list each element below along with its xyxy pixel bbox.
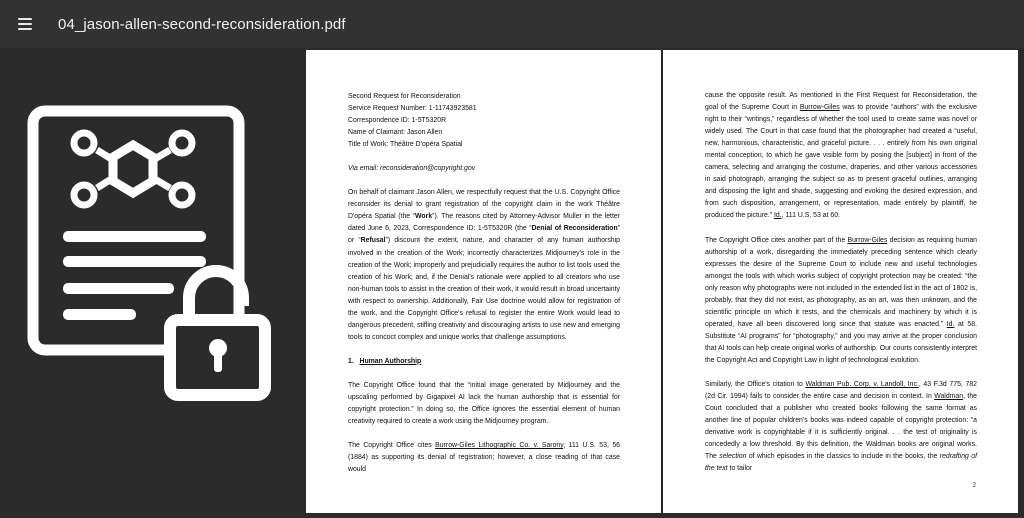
header-line: Correspondence ID: 1-5T5320R: [348, 117, 447, 125]
document-unlocked-icon: [0, 48, 305, 513]
section-heading: 1. Human Authorship: [348, 357, 422, 365]
viewer-toolbar: [0, 0, 1024, 48]
paragraph: cause the opposite result. As mentioned in the First Request for Reconsideration, the goal of the Supreme Court in Burrow-Giles was to provide “authors” with the exclusive right to their “writings,” regardless of whether the tool used to create same was novel or widely used. The Court in that case found that the photographer had created a “useful, new, harmonious, characteristic, and graceful picture. . . . entirely from his own original mental conception, to which he gave visible form by posing the [subject] in front of the camera, selecting and arranging the costume, draperies, and other various accessories in said photograph, arranging the subject so as to present graceful outlines, arranging and disposing the light and shade, suggesting and evoking the desired expression, and from such disposition, arrangement, or representation, made entirely by plaintiff, he produced the picture.” Id., 111 U.S. 53 at 60.: [705, 92, 978, 220]
via-email-line: Via email: reconsideration@copyright.gov: [348, 165, 476, 173]
hamburger-menu-icon[interactable]: [18, 14, 38, 34]
header-line: Name of Claimant: Jason Allen: [348, 129, 443, 137]
pdf-page-1: [306, 50, 661, 513]
paragraph: On behalf of claimant Jason Allen, we respectfully request that the U.S. Copyright Office reconsider its denial to grant registration of the copyright claim in the work Théâtre D'opéra Spatial (the “Work”). The reasons cited by Attorney-Advisor Muller in the letter dated June 6, 2023, Correspondence ID: 1-5T5320R (the “Denial of Reconsideration” or “Refusal”) discount the extent, nature, and character of any human authorship involved in the creation of the Work; incorrectly characterizes Midjourney's role in the creation of the Work; improperly and prejudicially requires the author to list tools used the creation of his Work; and, if the Denial's rationale were applied to all creators who use non-human tools to assist in the creation of their work, it would result in broad uncertainty with respect to ownership. Additionally, Fair Use doctrine would allow for registration of the work, and the Copyright Office's refusal to register the entire Work would lead to dangerous precedent, stifling creativity and discouraging artists to use new and emerging tools to concoct complex and unique works that challenge assumptions.: [348, 189, 621, 341]
header-line: Service Request Number: 1-11743923581: [348, 105, 477, 113]
paragraph: The Copyright Office cites Burrow-Giles Lithographic Co. v. Sarony, 111 U.S. 53, 56 (1884) as supporting its denial of registration; however, a close reading of that case would: [348, 442, 620, 474]
paragraph: The Copyright Office found that the “initial image generated by Midjourney and the upscaling performed by Gigapixel AI lack the human authorship that is essential for copyright protection.” In doing so, the Office ignores the essential element of human creativity required to create a work using the Midjourney program.: [348, 381, 620, 426]
pdf-page-2: [663, 50, 1018, 513]
document-title: 04_jason-allen-second-reconsideration.pdf: [58, 15, 346, 33]
document-thumbnail: [0, 48, 305, 513]
paragraph: Similarly, the Office's citation to Waldman Pub. Corp. v. Landoll, Inc., 43 F.3d 775, 782 (2d Cir. 1994) fails to consider the entire case and decision in context. In Waldman, the Court concluded that a publisher who created books following the same format as another line of popular children's books was indeed capable of copyright protection: “a derivative work is copyrightable if it is sufficiently original. . . the test of originality is concededly a low threshold. By this definition, the Waldman books are original works. The selection of which episodes in the classics to include in the books, the redrafting of the text to tailor: [705, 381, 977, 473]
header-line: Title of Work: Théâtre D'opéra Spatial: [348, 141, 463, 149]
header-line: Second Request for Reconsideration: [348, 93, 461, 100]
paragraph: The Copyright Office cites another part of the Burrow-Giles decision as requiring human authorship of a work, disregarding the immediately preceding sentence which clearly expresses the desire of the Supreme Court to include new and useful technologies amongst the tools with which works subject of copyright protection may be created: “the only reason why photographs were not included in the extended list in the act of 1802 is, probably, that they did not exist, as photography, as an art, was then unknown, and the scientific principle on which it rests, and the chemicals and machinery by which it is operated, have all been discovered long since that statute was enacted.” Id. at 58. Substitute “AI programs” for “photography,” and you may arrive at the proper conclusion that AI tools can help create original works of authorship. Our courts consistently interpret the Copyright Act and Copyright Law in light of technological evolution.: [705, 236, 977, 364]
page-number: 2: [972, 480, 976, 489]
